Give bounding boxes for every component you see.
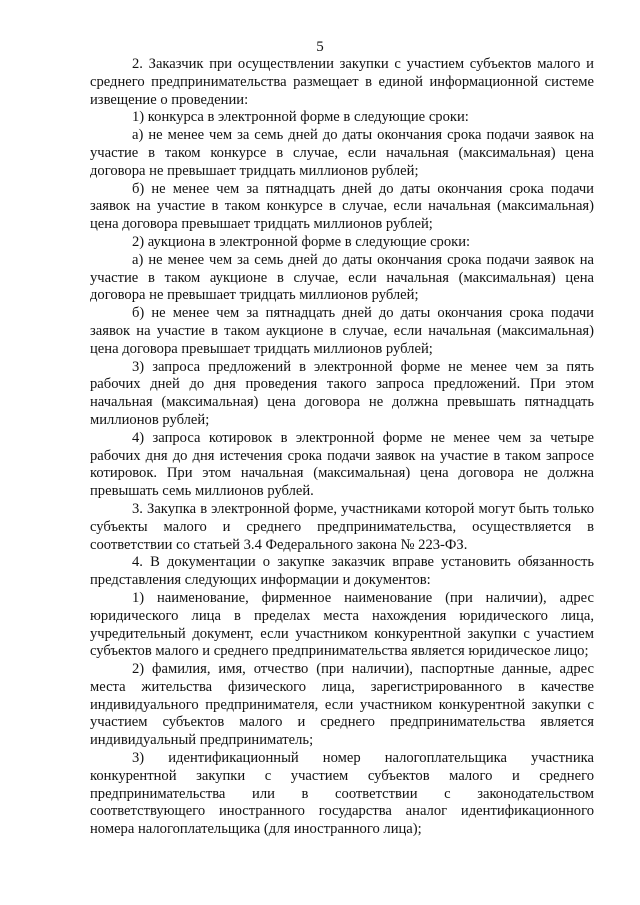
paragraph: 3) идентификационный номер налогоплательщика участника конкурентной закупки с участием субъектов малого и среднего предпринимательства или в соответствии с законодательством соответствующего иностранного государства аналог идентификационного номера налогоплательщика (для иностранного лица); bbox=[90, 750, 594, 838]
paragraph: а) не менее чем за семь дней до даты окончания срока подачи заявок на участие в таком конкурсе в случае, если начальная (максимальная) цена договора не превышает тридцать миллионов рублей; bbox=[90, 127, 594, 179]
paragraph: 1) наименование, фирменное наименование (при наличии), адрес юридического лица в пределах места нахождения юридического лица, учредительный документ, если участником конкурентной закупки с участием субъектов малого и среднего предпринимательства является юридическое лицо; bbox=[90, 589, 594, 660]
page-number: 5 bbox=[316, 39, 324, 55]
paragraph: 2) аукциона в электронной форме в следующие сроки: bbox=[132, 233, 471, 250]
paragraph: 3. Закупка в электронной форме, участниками которой могут быть только субъекты малого и среднего предпринимательства, осуществляется в соответствии со статьей 3.4 Федерального закона № 223-ФЗ. bbox=[90, 500, 594, 553]
paragraph: 2) фамилия, имя, отчество (при наличии), паспортные данные, адрес места жительства физического лица, зарегистрированного в качестве индивидуального предпринимателя, если участником конкурентной закупки с участием субъектов малого и среднего предпринимательства является индивидуальный предприниматель; bbox=[90, 661, 594, 749]
paragraph: б) не менее чем за пятнадцать дней до даты окончания срока подачи заявок на участие в таком аукционе в случае, если начальная (максимальная) цена договора превышает тридцать миллионов рублей; bbox=[90, 305, 594, 357]
paragraph: 3) запроса предложений в электронной форме не менее чем за пять рабочих дней до дня проведения такого запроса предложений. При этом начальная (максимальная) цена договора не должна превышать пятнадцать миллионов рублей; bbox=[90, 358, 594, 428]
paragraph: б) не менее чем за пятнадцать дней до даты окончания срока подачи заявок на участие в таком конкурсе в случае, если начальная (максимальная) цена договора превышает тридцать миллионов рублей; bbox=[90, 180, 594, 233]
document-body bbox=[90, 56, 594, 839]
paragraph: 2. Заказчик при осуществлении закупки с участием субъектов малого и среднего предпринимательства размещает в единой информационной системе извещение о проведении: bbox=[90, 56, 594, 108]
paragraph: 4) запроса котировок в электронной форме не менее чем за четыре рабочих дня до дня истечения срока подачи заявок на участие в таком запросе котировок. При этом начальная (максимальная) цена договора не должна превышать семь миллионов рублей. bbox=[90, 429, 594, 500]
paragraph: 1) конкурса в электронной форме в следующие сроки: bbox=[132, 109, 469, 126]
paragraph: а) не менее чем за семь дней до даты окончания срока подачи заявок на участие в таком аукционе в случае, если начальная (максимальная) цена договора не превышает тридцать миллионов рублей; bbox=[90, 251, 594, 304]
paragraph: 4. В документации о закупке заказчик вправе установить обязанность представления следующих информации и документов: bbox=[90, 554, 594, 589]
